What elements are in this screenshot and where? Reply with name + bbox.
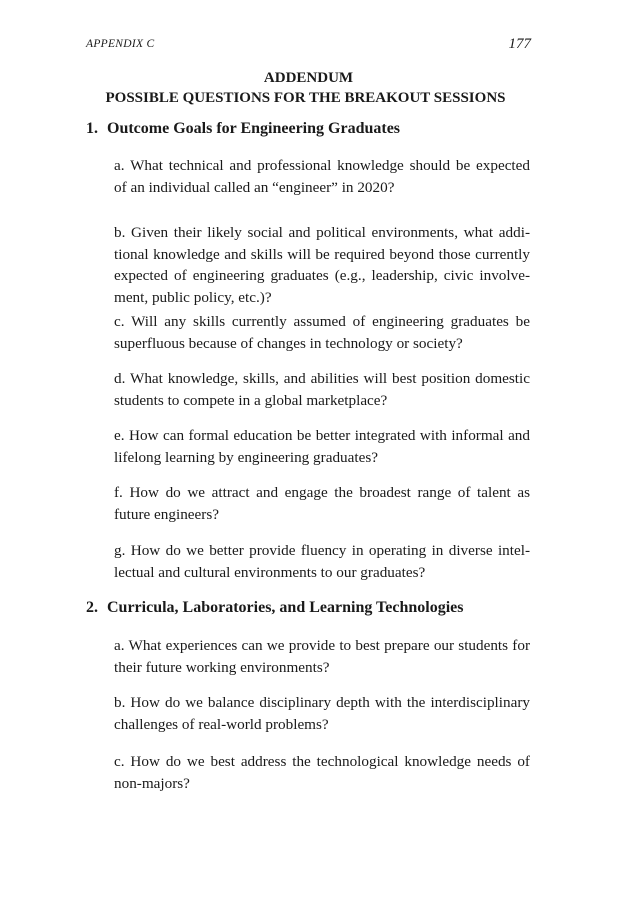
page-title-block [86,68,531,108]
question-1f: f. How do we attract and engage the broadest range of talent as future engineers? [114,484,530,523]
page-number: 177 [508,36,531,52]
page-title: ADDENDUM [263,70,354,86]
question-1d: d. What knowledge, skills, and abilities will best position domestic students to compete in a global marketplace? [114,370,530,409]
section-title: Curricula, Laboratories, and Learning Technologies [107,599,464,616]
page-subtitle: POSSIBLE QUESTIONS FOR THE BREAKOUT SESSIONS [105,90,506,106]
section-heading-outcome-goals [86,119,400,139]
running-head [86,38,531,56]
section-title: Outcome Goals for Engineering Graduates [107,120,401,137]
running-head-section: APPENDIX C [86,38,155,50]
question-1e: e. How can formal education be better integrated with informal and lifelong learning by engineering graduates? [114,427,530,466]
question-1a: a. What technical and professional knowledge should be expected of an individual called an “engineer” in 2020? [114,157,530,196]
question-2a: a. What experiences can we provide to best prepare our students for their future working environments? [114,637,530,676]
question-2c: c. How do we best address the technological knowledge needs of non-majors? [114,753,530,792]
question-2b: b. How do we balance disciplinary depth with the interdisciplinary challenges of real-world problems? [114,694,530,733]
question-1c: c. Will any skills currently assumed of engineering graduates be superfluous because of changes in technology or society? [114,313,530,352]
question-1g: g. How do we better provide fluency in operating in diverse intellectual and cultural environments to our graduates? [114,542,530,581]
section-heading-curricula [86,598,463,618]
question-1b: b. Given their likely social and political environments, what additional knowledge and skills will be required beyond those currently expected of engineering graduates (e.g., leadership, civic involvement, public policy, etc.)? [114,224,530,306]
section-number: 2. [86,599,98,616]
section-number: 1. [86,120,98,137]
